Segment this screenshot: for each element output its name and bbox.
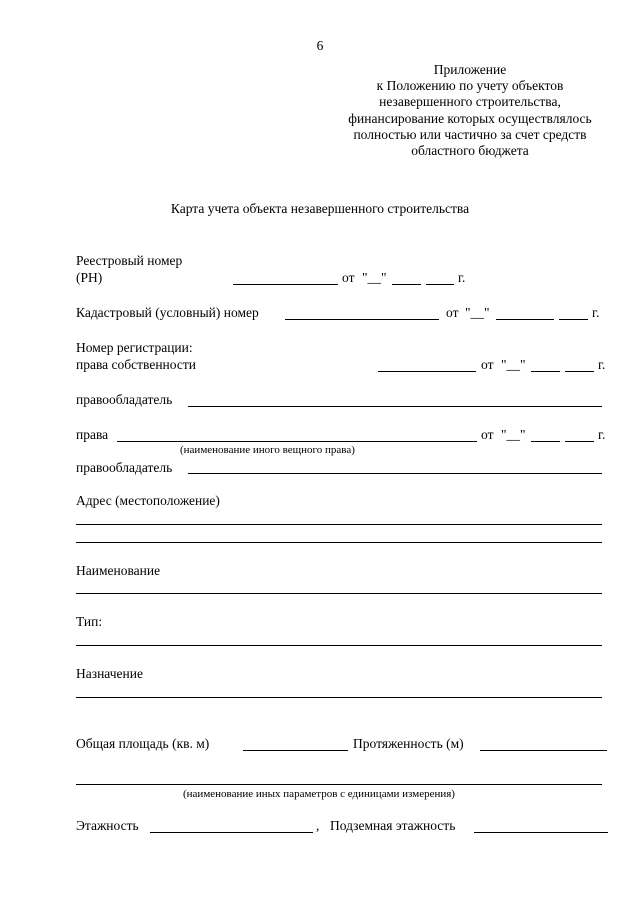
right-holder-label: правообладатель [76, 392, 173, 407]
date-day-field[interactable]: "__" [501, 427, 526, 442]
date-day-field[interactable]: "__" [362, 270, 387, 285]
other-parameters-field[interactable] [76, 784, 602, 785]
address-label: Адрес (местоположение) [76, 493, 220, 508]
type-field[interactable] [76, 645, 602, 646]
year-suffix: г. [598, 357, 606, 372]
floors-separator: , [316, 818, 320, 833]
appendix-line: к Положению по учету объектов [376, 78, 564, 94]
other-right-hint: (наименование иного вещного права) [180, 444, 355, 456]
year-suffix: г. [592, 305, 600, 320]
registry-number-label: Реестровый номер [76, 253, 183, 268]
date-from-label: от [481, 357, 494, 372]
date-month-field[interactable] [531, 371, 560, 372]
type-label: Тип: [76, 614, 103, 629]
purpose-field[interactable] [76, 697, 602, 698]
date-from-label: от [342, 270, 355, 285]
appendix-line: полностью или частично за счет средств [353, 126, 587, 142]
registration-number-label: Номер регистрации: [76, 340, 193, 355]
other-parameters-hint: (наименование иных параметров с единицами измерения) [183, 788, 455, 800]
year-suffix: г. [458, 270, 466, 285]
other-right-label: права [76, 427, 109, 442]
registration-number-field[interactable] [378, 371, 476, 372]
name-field[interactable] [76, 593, 602, 594]
appendix-block [310, 62, 630, 159]
floors-field[interactable] [150, 832, 313, 833]
underground-floors-field[interactable] [474, 832, 608, 833]
right-holder-label: правообладатель [76, 460, 173, 475]
registry-number-label-abbr: (РН) [76, 270, 103, 285]
floors-label: Этажность [76, 818, 139, 833]
right-holder-field[interactable] [188, 406, 602, 407]
appendix-line: незавершенного строительства, [379, 94, 561, 110]
name-label: Наименование [76, 563, 161, 578]
date-from-label: от [481, 427, 494, 442]
appendix-title: Приложение [433, 62, 507, 77]
date-year-field[interactable] [565, 371, 594, 372]
registry-number-field[interactable] [233, 284, 338, 285]
address-field-line[interactable] [76, 524, 602, 525]
cadastral-number-label: Кадастровый (условный) номер [76, 305, 259, 320]
date-year-field[interactable] [565, 441, 594, 442]
date-month-field[interactable] [531, 441, 560, 442]
year-suffix: г. [598, 427, 606, 442]
underground-floors-label: Подземная этажность [330, 818, 456, 833]
date-day-field[interactable]: "__" [501, 357, 526, 372]
total-area-field[interactable] [243, 750, 348, 751]
other-right-field[interactable] [117, 441, 477, 442]
date-year-field[interactable] [426, 284, 454, 285]
cadastral-number-field[interactable] [285, 319, 439, 320]
other-right-holder-field[interactable] [188, 473, 602, 474]
form-title: Карта учета объекта незавершенного строительства [170, 201, 470, 216]
date-year-field[interactable] [559, 319, 588, 320]
date-month-field[interactable] [392, 284, 421, 285]
date-from-label: от [446, 305, 459, 320]
date-month-field[interactable] [496, 319, 554, 320]
length-label: Протяженность (м) [353, 736, 464, 751]
page-number: 6 [316, 38, 324, 53]
length-field[interactable] [480, 750, 607, 751]
total-area-label: Общая площадь (кв. м) [76, 736, 210, 751]
address-field-line[interactable] [76, 542, 602, 543]
appendix-line: областного бюджета [411, 143, 529, 159]
appendix-line: финансирование которых осуществлялось [348, 110, 592, 126]
ownership-right-label: права собственности [76, 357, 196, 372]
purpose-label: Назначение [76, 666, 143, 681]
date-day-field[interactable]: "__" [465, 305, 490, 320]
